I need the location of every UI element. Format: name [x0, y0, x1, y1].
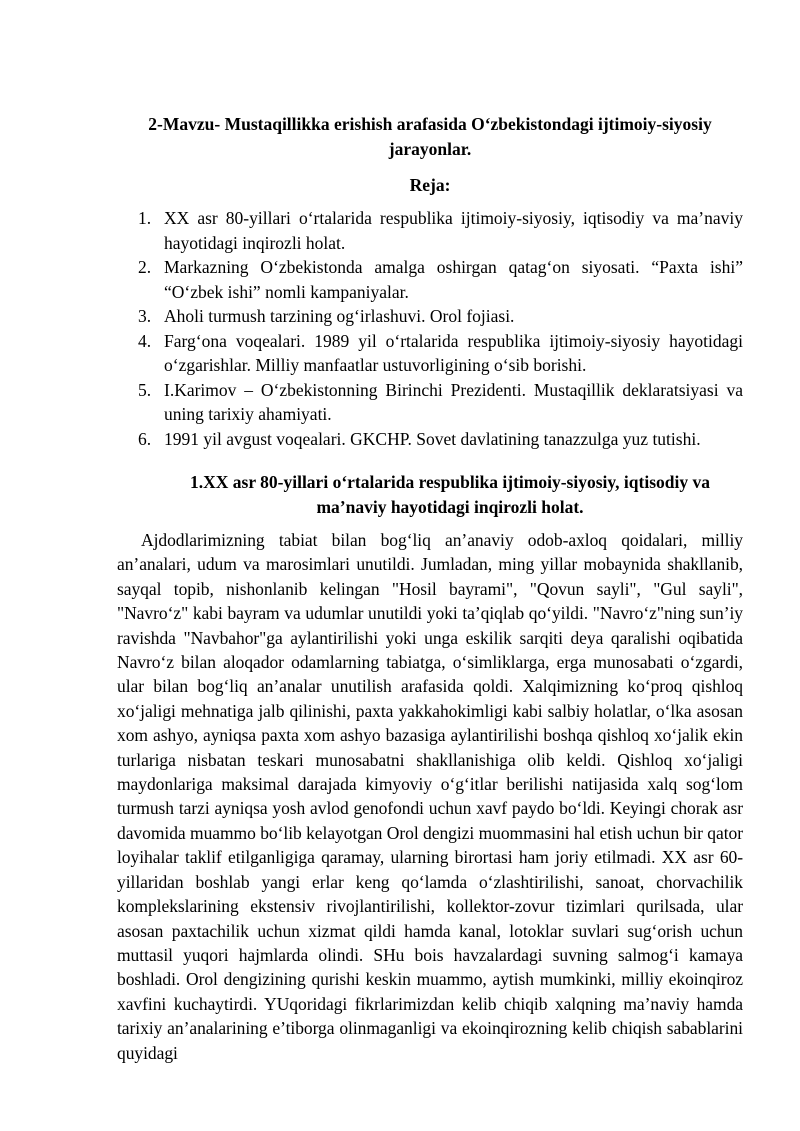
- plan-list: [117, 206, 743, 451]
- plan-item-number: 1.: [138, 208, 152, 228]
- plan-item: [117, 304, 743, 329]
- plan-item-text: 1991 yil avgust voqealari. GKCHP. Sovet davlatining tanazzulga yuz tutishi.: [164, 428, 701, 449]
- plan-item: [117, 206, 743, 255]
- body-paragraph: Ajdodlarimizning tabiat bilan bog‘liq an’anaviy odob-axloq qoidalari, milliy an’analari, udum va marosimlari unutildi. Jumladan, ming yillar mobaynida shakllanib, sayqal topib, nishonlanib kelingan "Hosil bayrami", "Qovun sayli", "Gul sayli", "Navro‘z" kabi bayram va udumlar unutildi yoki ta’qiqlab qo‘yildi. "Navro‘z"ning sun’iy ravishda "Navbahor"ga aylantirilishi yoki unga eskilik sarqiti deya qaralishi oqibatida Navro‘z bilan aloqador odamlarning tabiatga, o‘simliklarga, erga munosabati o‘zgardi, ular bilan bog‘liq an’analar unutilish arafasida qoldi. Xalqimizning ko‘proq qishloq xo‘jaligi mehnatiga jalb qilinishi, paxta yakkahokimligi kabi salbiy holatlar, o‘lka asosan xom ashyo, ayniqsa paxta xom ashyo bazasiga aylantirilishi boshqa qishloq xo‘jalik ekin turlariga nisbatan teskari munosabatni shakllanishiga olib keldi. Qishloq xo‘jaligi maydonlariga maksimal darajada kimyoviy o‘g‘itlar berilishi natijasida xalq sog‘lom turmush tarzi ayniqsa yosh avlod genofondi uchun xavf paydo bo‘ldi. Keyingi chorak asr davomida muammo bo‘lib kelayotgan Orol dengizi muommasini hal etish uchun bir qator loyihalar taklif etilganligiga qaramay, ularning birortasi ham joriy etilmadi. XX asr 60-yillaridan boshlab yangi erlar keng qo‘lamda o‘zlashtirilishi, sanoat, chorvachilik komplekslarining ekstensiv rivojlantirilishi, kollektor-zovur tizimlari qurilsada, ular asosan paxtachilik uchun xizmat qildi hamda kanal, lotoklar suvlari sug‘orish uchun muttasil yuqori hajmlarda olindi. SHu bois havzalardagi suvning salmog‘i kamaya boshladi. Orol dengizining qurishi keskin muammo, aytish mumkinki, milliy ekoinqiroz xavfini kuchaytirdi. YUqoridagi fikrlarimizdan kelib chiqib xalqning ma’naviy hamda tarixiy an’analarining e’tiborga olinmaganligi va ekoinqirozning kelib chiqish sabablarini quyidagi: [117, 530, 743, 1063]
- plan-item-text: Farg‘ona voqealari. 1989 yil o‘rtalarida respublika ijtimoiy-siyosiy hayotidagi o‘zgarishlar. Milliy manfaatlar ustuvorligining o‘sib borishi.: [164, 330, 743, 375]
- plan-item-number: 2.: [138, 257, 152, 277]
- section-heading: 1.XX asr 80-yillari o‘rtalarida respublika ijtimoiy-siyosiy, iqtisodiy va ma’naviy hayotidagi inqirozli holat.: [189, 472, 710, 517]
- plan-item-text: I.Karimov – O‘zbekistonning Birinchi Prezidenti. Mustaqillik deklaratsiyasi va uning tarixiy ahamiyati.: [164, 379, 743, 424]
- plan-heading: Reja:: [409, 175, 451, 195]
- plan-item-text: Markazning O‘zbekistonda amalga oshirgan qatag‘on siyosati. “Paxta ishi” “O‘zbek ishi” nomli kampaniyalar.: [164, 257, 743, 302]
- document-page: [117, 112, 743, 1065]
- document-title: 2-Mavzu- Mustaqillikka erishish arafasida O‘zbekistondagi ijtimoiy-siyosiy jarayonlar.: [148, 114, 712, 159]
- plan-item-text: XX asr 80-yillari o‘rtalarida respublika ijtimoiy-siyosiy, iqtisodiy va ma’naviy hayotidagi inqirozli holat.: [164, 208, 743, 253]
- plan-item-text: Aholi turmush tarzining og‘irlashuvi. Orol fojiasi.: [164, 306, 515, 326]
- plan-item: [117, 255, 743, 304]
- plan-item: [117, 427, 743, 452]
- plan-item-number: 4.: [138, 330, 152, 351]
- plan-item-number: 5.: [138, 379, 152, 400]
- plan-item: [117, 329, 743, 378]
- plan-item-number: 3.: [138, 306, 152, 326]
- plan-item: [117, 378, 743, 427]
- plan-item-number: 6.: [138, 428, 152, 449]
